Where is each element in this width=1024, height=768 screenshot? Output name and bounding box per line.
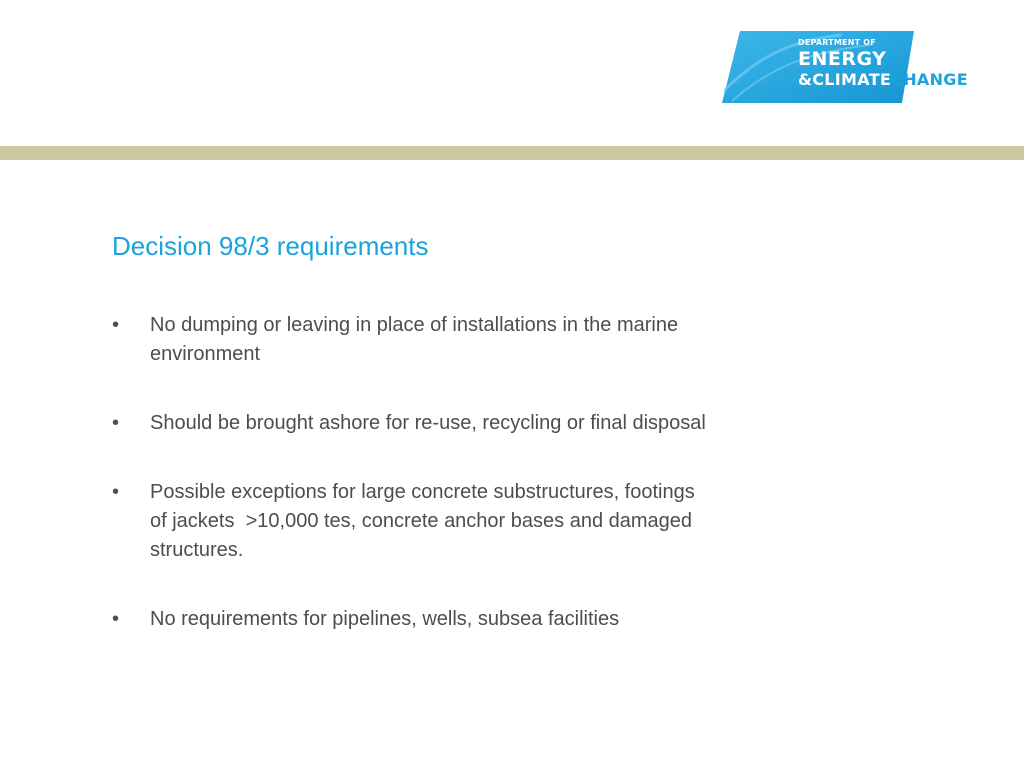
logo-department-text: DEPARTMENT OF bbox=[798, 38, 876, 47]
department-logo bbox=[722, 31, 992, 103]
bullet-item bbox=[112, 605, 842, 634]
slide-title: Decision 98/3 requirements bbox=[112, 231, 429, 261]
bullet-marker: • bbox=[112, 481, 120, 503]
bullet-marker: • bbox=[112, 608, 120, 630]
logo-change-text: CHANGE bbox=[891, 70, 968, 89]
bullet-item bbox=[112, 478, 842, 565]
bullet-marker: • bbox=[112, 412, 120, 434]
bullet-list bbox=[112, 311, 842, 674]
bullet-item bbox=[112, 311, 842, 369]
bullet-text: No dumping or leaving in place of installations in the marine environment bbox=[150, 314, 679, 365]
bullet-text: Should be brought ashore for re-use, recycling or final disposal bbox=[150, 412, 706, 434]
bullet-text: Possible exceptions for large concrete substructures, footings of jackets >10,000 tes, concrete anchor bases and damaged structures. bbox=[150, 481, 695, 561]
logo-climate-text: &CLIMATE bbox=[798, 70, 892, 89]
logo-energy-text: ENERGY bbox=[798, 48, 887, 70]
bullet-marker: • bbox=[112, 314, 120, 336]
header-band bbox=[0, 146, 1024, 160]
bullet-item bbox=[112, 409, 842, 438]
bullet-text: No requirements for pipelines, wells, subsea facilities bbox=[150, 608, 620, 630]
